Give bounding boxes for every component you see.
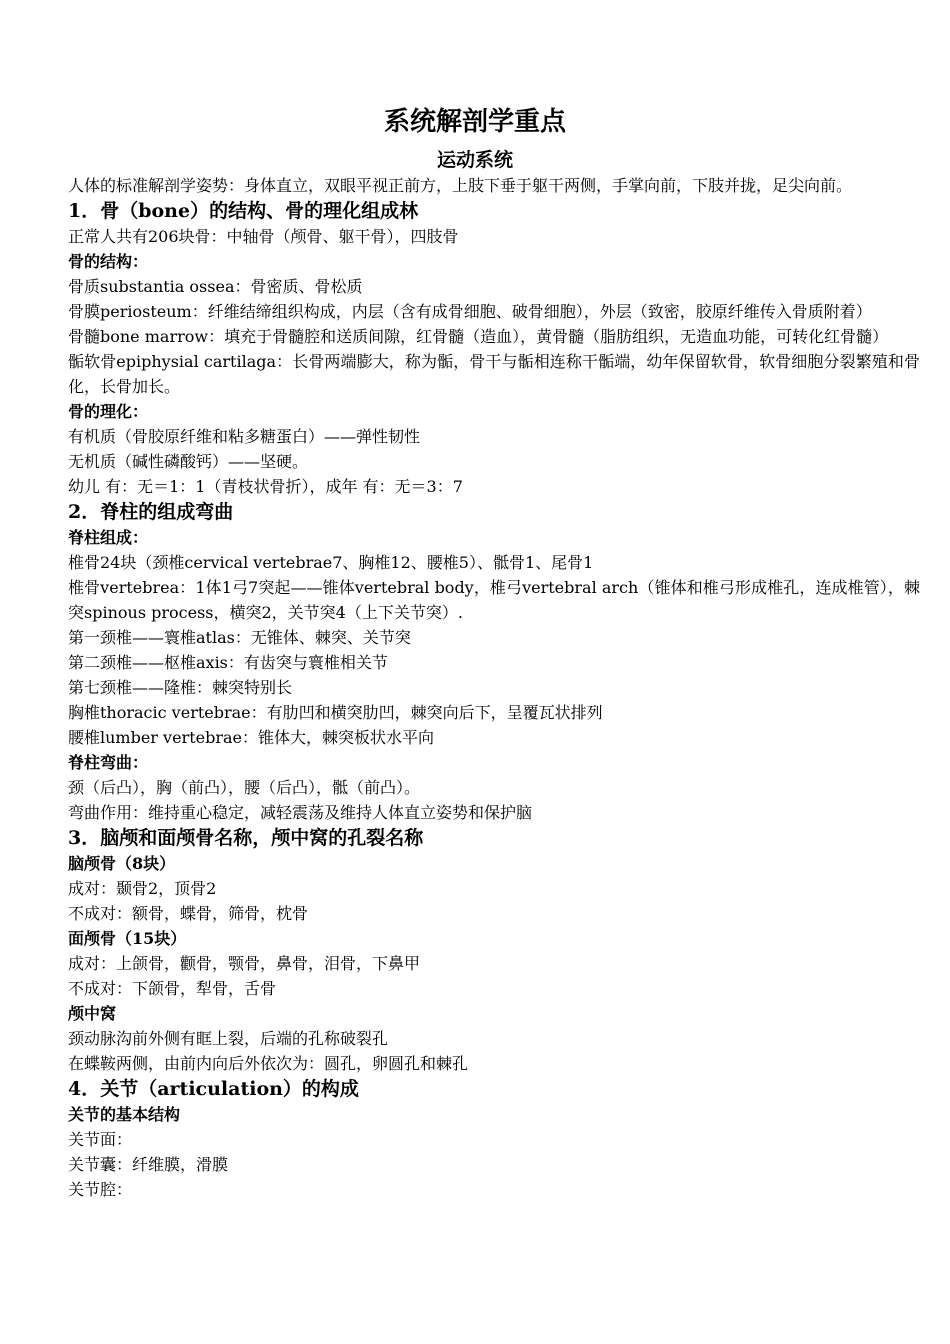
- paragraph: 第七颈椎——隆椎：棘突特别长: [68, 678, 293, 697]
- subheading: 颅中窝: [68, 1004, 117, 1023]
- paragraph: 椎骨vertebrea：1体1弓7突起——锥体vertebral body，椎弓vertebral arch（锥体和椎弓形成椎孔，连成椎管），棘突spinous process，横突2，关节突4（上下关节突）.: [68, 578, 920, 622]
- paragraph: 骨质substantia ossea：骨密质、骨松质: [68, 277, 363, 296]
- section-2-heading: 2．脊柱的组成弯曲: [68, 501, 234, 523]
- paragraph: 第一颈椎——寰椎atlas：无锥体、棘突、关节突: [68, 628, 411, 647]
- paragraph: 骨膜periosteum：纤维结缔组织构成，内层（含有成骨细胞、破骨细胞），外层（致密，胶原纤维传入骨质附着）: [68, 302, 872, 321]
- paragraph: 关节囊：纤维膜，滑膜: [68, 1155, 229, 1174]
- paragraph: 关节面：: [68, 1130, 133, 1149]
- subheading: 脊柱弯曲：: [68, 753, 149, 772]
- paragraph: 腰椎lumber vertebrae：锥体大，棘突板状水平向: [68, 728, 434, 747]
- subheading: 面颅骨（15块）: [68, 929, 187, 948]
- paragraph: 幼儿 有：无＝1：1（青枝状骨折），成年 有：无＝3：7: [68, 477, 463, 496]
- paragraph: 第二颈椎——枢椎axis：有齿突与寰椎相关节: [68, 653, 388, 672]
- paragraph: 骺软骨epiphysial cartilaga：长骨两端膨大，称为骺，骨干与骺相连称干骺端，幼年保留软骨，软骨细胞分裂繁殖和骨化，长骨加长。: [68, 352, 920, 396]
- document-subtitle: 运动系统: [436, 149, 513, 171]
- paragraph: 骨髓bone marrow：填充于骨髓腔和送质间隙，红骨髓（造血），黄骨髓（脂肪组织，无造血功能，可转化红骨髓）: [68, 327, 889, 346]
- paragraph: 在蝶鞍两侧，由前内向后外依次为：圆孔，卵圆孔和棘孔: [68, 1054, 469, 1073]
- intro-paragraph: 人体的标准解剖学姿势：身体直立，双眼平视正前方，上肢下垂于躯干两侧，手掌向前，下肢并拢，足尖向前。: [68, 176, 853, 195]
- section-1-heading: 1．骨（bone）的结构、骨的理化组成林: [68, 200, 419, 222]
- subheading: 骨的结构：: [68, 252, 149, 271]
- paragraph: 不成对：额骨，蝶骨，筛骨，枕骨: [68, 904, 309, 923]
- paragraph: 颈（后凸），胸（前凸），腰（后凸），骶（前凸）。: [68, 778, 421, 797]
- paragraph: 椎骨24块（颈椎cervical vertebrae7、胸椎12、腰椎5）、骶骨1、尾骨1: [68, 553, 594, 572]
- subheading: 骨的理化：: [68, 402, 149, 421]
- document-body: [68, 173, 920, 1202]
- paragraph: 关节腔：: [68, 1180, 133, 1199]
- paragraph: 弯曲作用：维持重心稳定，减轻震荡及维持人体直立姿势和保护脑: [68, 803, 533, 822]
- paragraph: 胸椎thoracic vertebrae：有肋凹和横突肋凹，棘突向后下，呈覆瓦状排列: [68, 703, 603, 722]
- paragraph: 无机质（碱性磷酸钙）——坚硬。: [68, 452, 309, 471]
- document-title: 系统解剖学重点: [383, 107, 566, 137]
- paragraph: 不成对：下颌骨，犁骨，舌骨: [68, 979, 277, 998]
- paragraph: 颈动脉沟前外侧有眶上裂，后端的孔称破裂孔: [68, 1029, 389, 1048]
- section-4-heading: 4．关节（articulation）的构成: [68, 1078, 359, 1100]
- paragraph: 成对：颞骨2，顶骨2: [68, 879, 217, 898]
- section-3-heading: 3．脑颅和面颅骨名称，颅中窝的孔裂名称: [68, 827, 424, 849]
- subheading: 脊柱组成：: [68, 528, 149, 547]
- subheading: 关节的基本结构: [68, 1105, 181, 1124]
- paragraph: 成对：上颌骨，颧骨，颚骨，鼻骨，泪骨，下鼻甲: [68, 954, 421, 973]
- subheading: 脑颅骨（8块）: [68, 854, 176, 873]
- paragraph: 正常人共有206块骨：中轴骨（颅骨、躯干骨），四肢骨: [68, 227, 459, 246]
- paragraph: 有机质（骨胶原纤维和粘多糖蛋白）——弹性韧性: [68, 427, 421, 446]
